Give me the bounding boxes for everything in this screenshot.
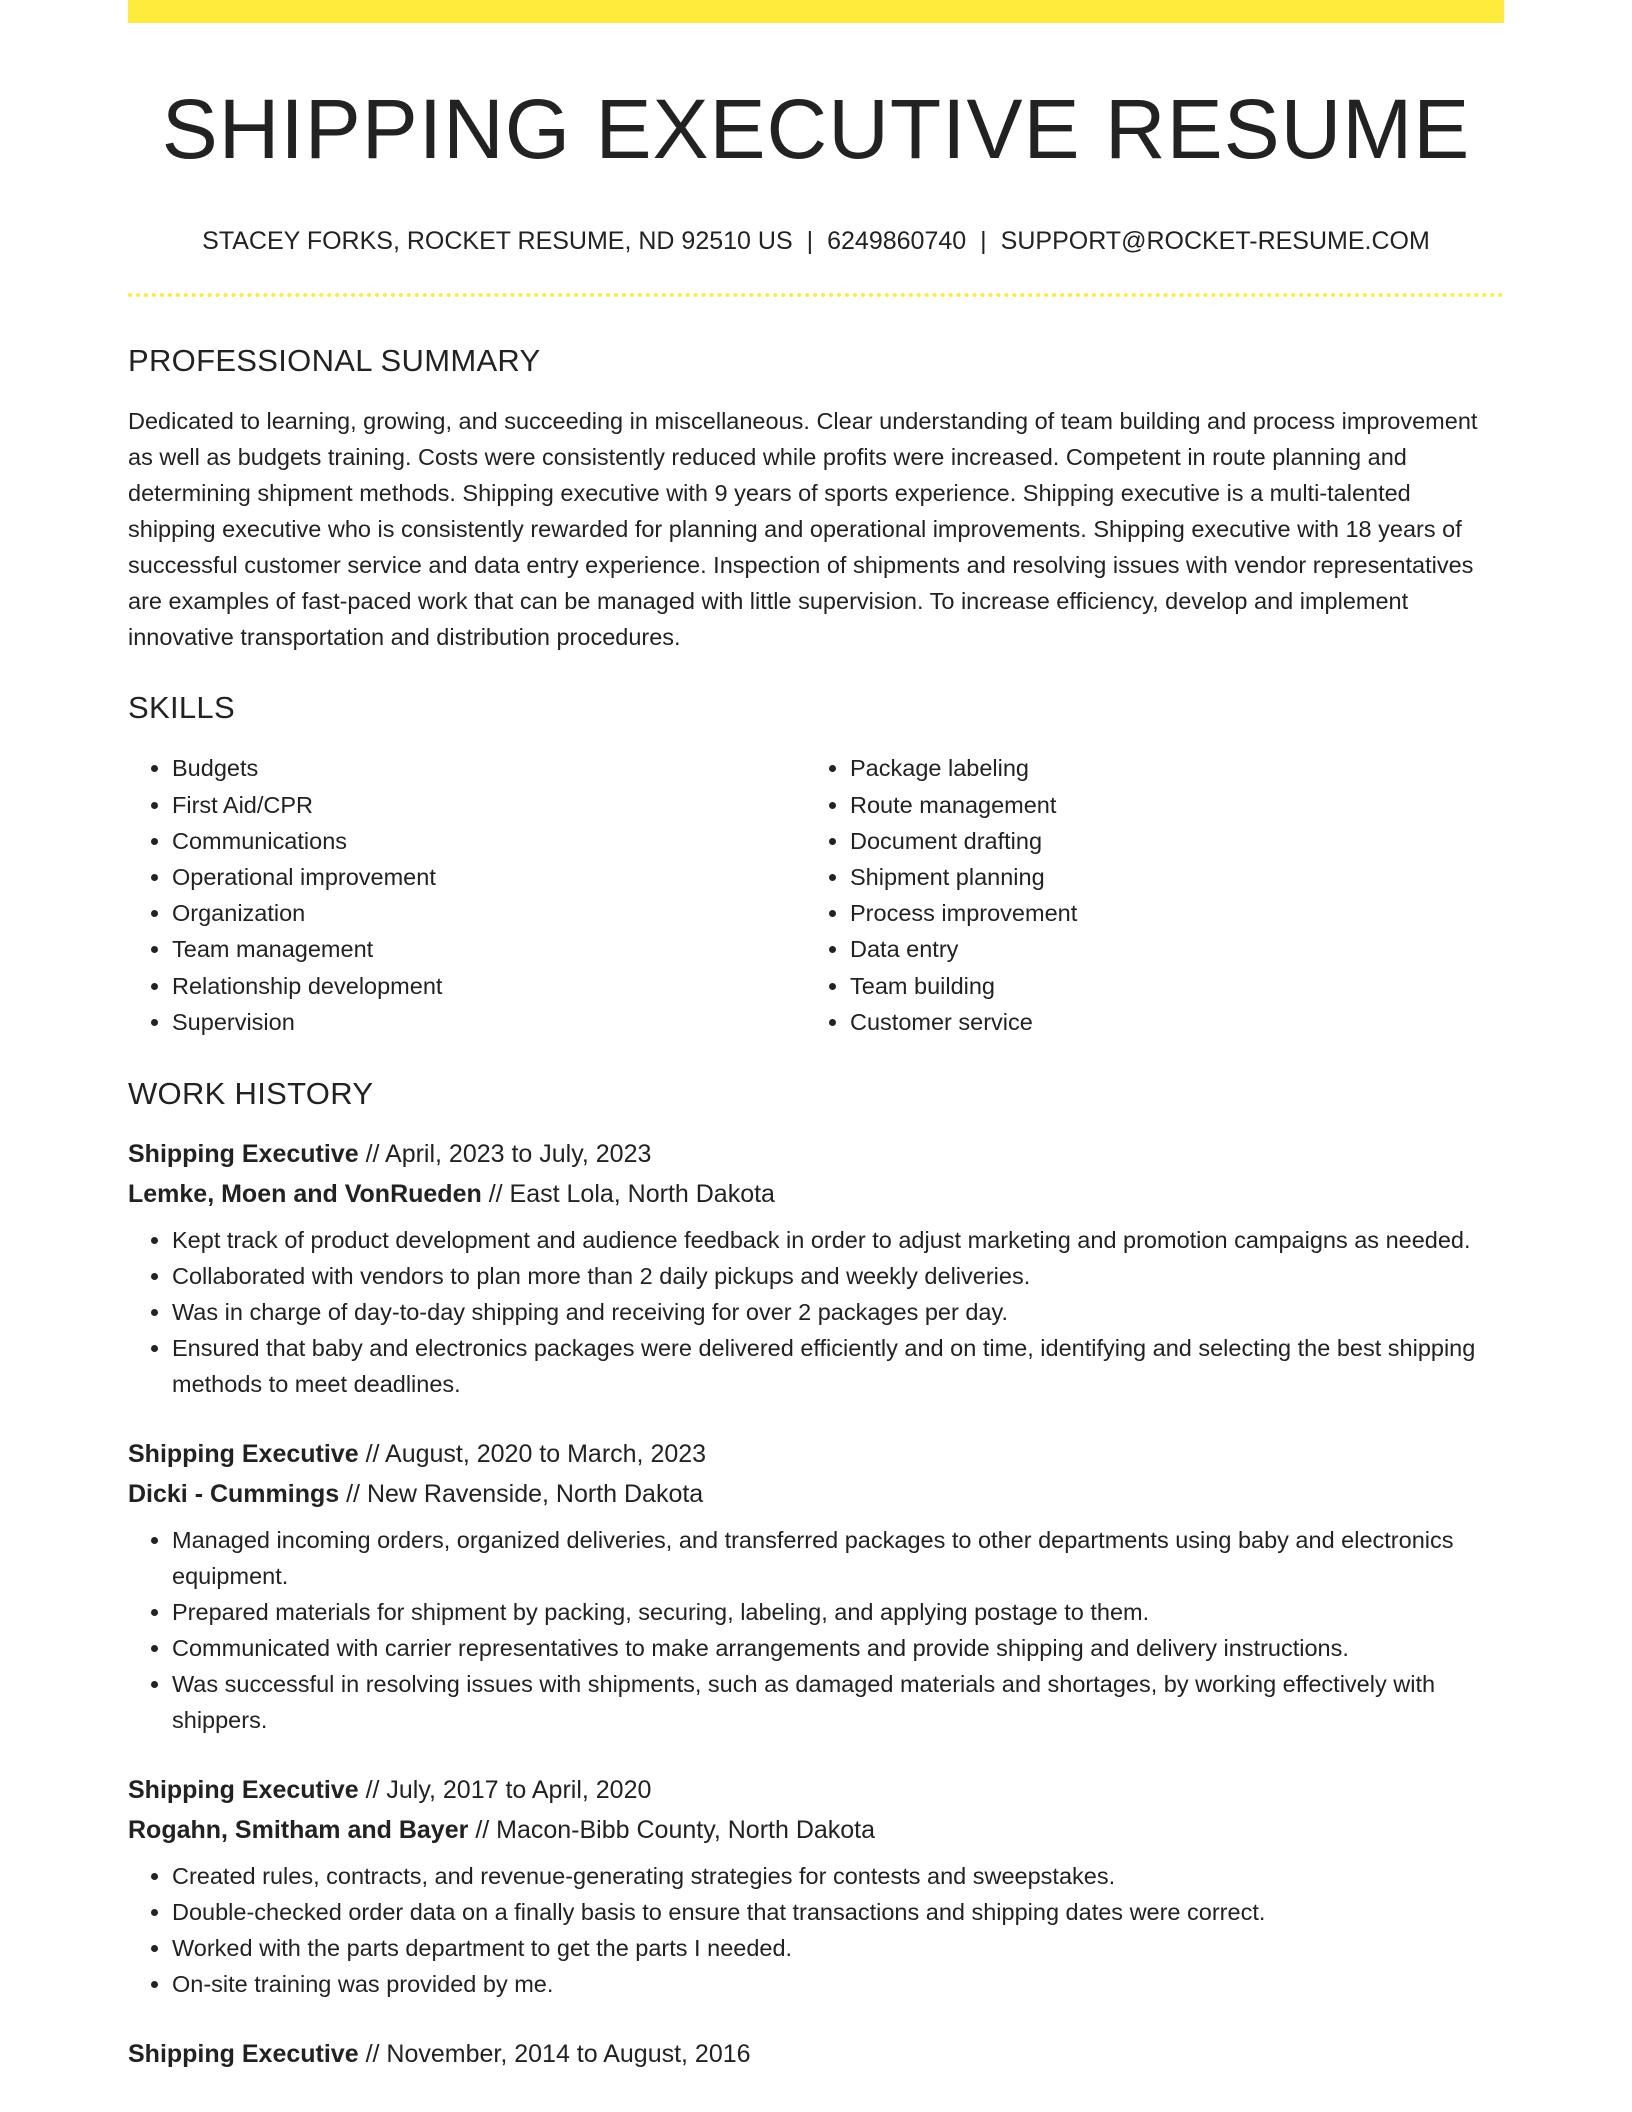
job-company-line <box>128 1474 1504 1514</box>
contact-separator: | <box>806 227 814 256</box>
job-company-line <box>128 1810 1504 1850</box>
summary-heading: PROFESSIONAL SUMMARY <box>128 343 541 379</box>
skill-item: • Process improvement <box>850 895 1484 931</box>
job-bullet: • Collaborated with vendors to plan more than 2 daily pickups and weekly deliveries. <box>172 1258 1504 1294</box>
job-entry <box>128 1134 1504 1402</box>
skills-list <box>128 750 1504 1040</box>
job-title: Shipping Executive <box>128 1440 359 1469</box>
job-title: Shipping Executive <box>128 1776 359 1805</box>
job-bullet: • Was successful in resolving issues with shipments, such as damaged materials and shortages, by working effectively with shippers. <box>172 1666 1504 1738</box>
summary-text: Dedicated to learning, growing, and succeeding in miscellaneous. Clear understanding of team building and process improvement as well as budgets training. Costs were consistently reduced while profits were increased. Competent in route planning and determining shipment methods. Shipping executive with 9 years of sports experience. Shipping executive is a multi-talented shipping executive who is consistently rewarded for planning and operational improvements. Shipping executive with 18 years of successful customer service and data entry experience. Inspection of shipments and resolving issues with vendor representatives are examples of fast-paced work that can be managed with little supervision. To increase efficiency, develop and implement innovative transportation and distribution procedures. <box>128 408 1478 651</box>
job-location: // East Lola, North Dakota <box>488 1180 775 1209</box>
contact-line <box>128 227 1504 256</box>
skill-item: • Team building <box>850 968 1484 1004</box>
job-title-line <box>128 1770 1504 1810</box>
job-bullet: • Ensured that baby and electronics packages were delivered efficiently and on time, identifying and selecting the best shipping methods to meet deadlines. <box>172 1330 1504 1402</box>
job-title-line <box>128 1434 1504 1474</box>
job-company: Rogahn, Smitham and Bayer <box>128 1816 469 1845</box>
job-bullet: • Double-checked order data on a finally basis to ensure that transactions and shipping dates were correct. <box>172 1894 1504 1930</box>
skill-item: • Data entry <box>850 931 1484 967</box>
skill-item: • Supervision <box>172 1004 806 1040</box>
job-company: Lemke, Moen and VonRueden <box>128 1180 482 1209</box>
job-location: // New Ravenside, North Dakota <box>346 1480 704 1509</box>
job-company-line <box>128 1174 1504 1214</box>
job-bullet: • Prepared materials for shipment by packing, securing, labeling, and applying postage to them. <box>172 1594 1504 1630</box>
work-history-heading: WORK HISTORY <box>128 1076 374 1112</box>
job-dates: // July, 2017 to April, 2020 <box>365 1776 652 1805</box>
skills-column-left <box>128 750 806 1040</box>
skill-item: • Customer service <box>850 1004 1484 1040</box>
job-entry <box>128 1770 1504 2002</box>
skills-heading: SKILLS <box>128 690 235 726</box>
skill-item: • Operational improvement <box>172 859 806 895</box>
job-title-line <box>128 2034 1504 2074</box>
accent-top-bar <box>128 0 1504 23</box>
job-bullets <box>128 1222 1504 1402</box>
job-title: Shipping Executive <box>128 1140 359 1169</box>
job-bullet: • Managed incoming orders, organized deliveries, and transferred packages to other departments using baby and electronics equipment. <box>172 1522 1504 1594</box>
skill-item: • Budgets <box>172 750 806 786</box>
job-bullet: • Kept track of product development and audience feedback in order to adjust marketing and promotion campaigns as needed. <box>172 1222 1504 1258</box>
skill-item: • Relationship development <box>172 968 806 1004</box>
resume-title: SHIPPING EXECUTIVE RESUME <box>161 82 1471 176</box>
dotted-divider <box>128 293 1504 297</box>
job-title: Shipping Executive <box>128 2040 359 2069</box>
job-bullets <box>128 1858 1504 2002</box>
job-company: Dicki - Cummings <box>128 1480 340 1509</box>
job-dates: // August, 2020 to March, 2023 <box>365 1440 707 1469</box>
skill-item: • Communications <box>172 823 806 859</box>
job-bullet: • On-site training was provided by me. <box>172 1966 1504 2002</box>
job-bullet: • Was in charge of day-to-day shipping and receiving for over 2 packages per day. <box>172 1294 1504 1330</box>
skill-item: • Document drafting <box>850 823 1484 859</box>
resume-page <box>128 0 1504 2074</box>
skill-item: • First Aid/CPR <box>172 787 806 823</box>
job-bullet: • Created rules, contracts, and revenue-generating strategies for contests and sweepstakes. <box>172 1858 1504 1894</box>
skill-item: • Shipment planning <box>850 859 1484 895</box>
skill-item: • Organization <box>172 895 806 931</box>
job-dates: // April, 2023 to July, 2023 <box>365 1140 652 1169</box>
job-entry <box>128 1434 1504 1738</box>
skills-column-right <box>806 750 1484 1040</box>
work-history-list <box>128 1134 1504 2074</box>
contact-address: STACEY FORKS, ROCKET RESUME, ND 92510 US <box>202 227 793 256</box>
skill-item: • Package labeling <box>850 750 1484 786</box>
job-location: // Macon-Bibb County, North Dakota <box>475 1816 876 1845</box>
skill-item: • Team management <box>172 931 806 967</box>
contact-separator: | <box>980 227 987 256</box>
contact-phone: 6249860740 <box>827 227 967 256</box>
job-bullet: • Communicated with carrier representatives to make arrangements and provide shipping and delivery instructions. <box>172 1630 1504 1666</box>
skill-item: • Route management <box>850 787 1484 823</box>
job-entry <box>128 2034 1504 2074</box>
contact-email: SUPPORT@ROCKET-RESUME.COM <box>1000 227 1430 256</box>
job-bullets <box>128 1522 1504 1738</box>
job-title-line <box>128 1134 1504 1174</box>
job-dates: // November, 2014 to August, 2016 <box>365 2040 751 2069</box>
job-bullet: • Worked with the parts department to get the parts I needed. <box>172 1930 1504 1966</box>
